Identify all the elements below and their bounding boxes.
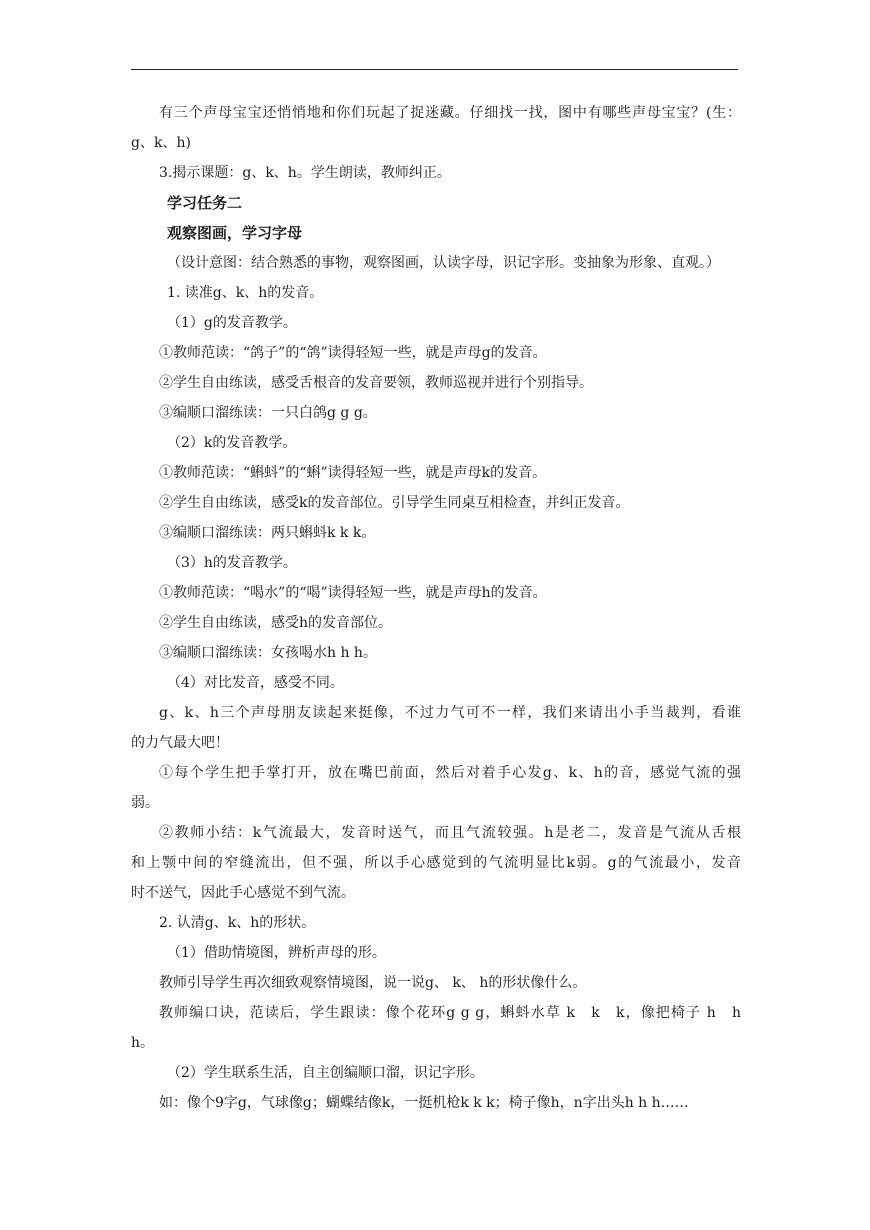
paragraph-line: 如：像个9字g，气球像g；蝴蝶结像k，一挺机枪k k k；椅子像h，n字出头h h h……	[159, 1095, 689, 1111]
paragraph-line: 和上颚中间的窄缝流出，但不强，所以手心感觉到的气流明显比k弱。g的气流最小，发音	[131, 855, 741, 871]
paragraph-line: （4）对比发音，感受不同。	[167, 675, 344, 691]
paragraph-line: 时不送气，因此手心感觉不到气流。	[131, 885, 355, 901]
paragraph-line: 弱。	[131, 795, 159, 811]
paragraph-line: 1. 读准g、k、h的发音。	[167, 285, 324, 301]
paragraph-line: ①教师范读：“蝌蚪”的“蝌”读得轻短一些，就是声母k的发音。	[159, 465, 547, 481]
header-rule	[131, 69, 738, 70]
paragraph-line: 2. 认清g、k、h的形状。	[159, 915, 316, 931]
paragraph-line: ①教师范读：“喝水”的“喝”读得轻短一些，就是声母h的发音。	[159, 585, 547, 601]
paragraph-line: 的力气最大吧！	[131, 735, 229, 751]
section-heading: 学习任务二	[167, 194, 243, 212]
document-body	[131, 98, 741, 1118]
paragraph-line: （1）借助情境图，辨析声母的形。	[167, 945, 386, 961]
paragraph-line: ②学生自由练读，感受k的发音部位。引导学生同桌互相检查，并纠正发音。	[159, 495, 630, 511]
paragraph-line: g、k、h)	[131, 135, 191, 151]
paragraph-line: ②学生自由练读，感受舌根音的发音要领，教师巡视并进行个别指导。	[159, 375, 593, 391]
paragraph-line: g、k、h三个声母朋友读起来挺像，不过力气可不一样，我们来请出小手当裁判，看谁	[159, 705, 741, 721]
paragraph-line: 教师引导学生再次细致观察情境图，说一说g、 k、 h的形状像什么。	[159, 975, 587, 991]
paragraph-line: 有三个声母宝宝还悄悄地和你们玩起了捉迷藏。仔细找一找，图中有哪些声母宝宝？(生：	[159, 105, 741, 121]
paragraph-line: ③编顺口溜练读：女孩喝水h h h。	[159, 645, 377, 661]
paragraph-line: 3.揭示课题：g、k、h。学生朗读，教师纠正。	[159, 165, 451, 181]
section-subheading: 观察图画，学习字母	[167, 224, 303, 242]
paragraph-line: 教师编口诀，范读后，学生跟读：像个花环g g g，蝌蚪水草 k k k，像把椅子 h h	[159, 1005, 741, 1021]
paragraph-line: ③编顺口溜练读：一只白鸽g g g。	[159, 405, 377, 421]
paragraph-line: ②教师小结：k气流最大，发音时送气，而且气流较强。h是老二，发音是气流从舌根	[159, 825, 741, 841]
paragraph-line: ②学生自由练读，感受h的发音部位。	[159, 615, 393, 631]
paragraph-line: （1）g的发音教学。	[167, 315, 297, 331]
paragraph-line: ①教师范读：“鸽子”的“鸽”读得轻短一些，就是声母g的发音。	[159, 345, 547, 361]
paragraph-line: （2）学生联系生活，自主创编顺口溜，识记字形。	[167, 1065, 484, 1081]
paragraph-line: （2）k的发音教学。	[167, 435, 297, 451]
paragraph-line: ③编顺口溜练读：两只蝌蚪k k k。	[159, 525, 376, 541]
paragraph-line: （3）h的发音教学。	[167, 555, 297, 571]
design-intent-note: （设计意图：结合熟悉的事物，观察图画，认读字母，识记字形。变抽象为形象、直观。）	[167, 255, 720, 271]
paragraph-line: ①每个学生把手掌打开，放在嘴巴前面，然后对着手心发g、k、h的音，感觉气流的强	[159, 765, 741, 781]
paragraph-line: h。	[131, 1035, 155, 1051]
